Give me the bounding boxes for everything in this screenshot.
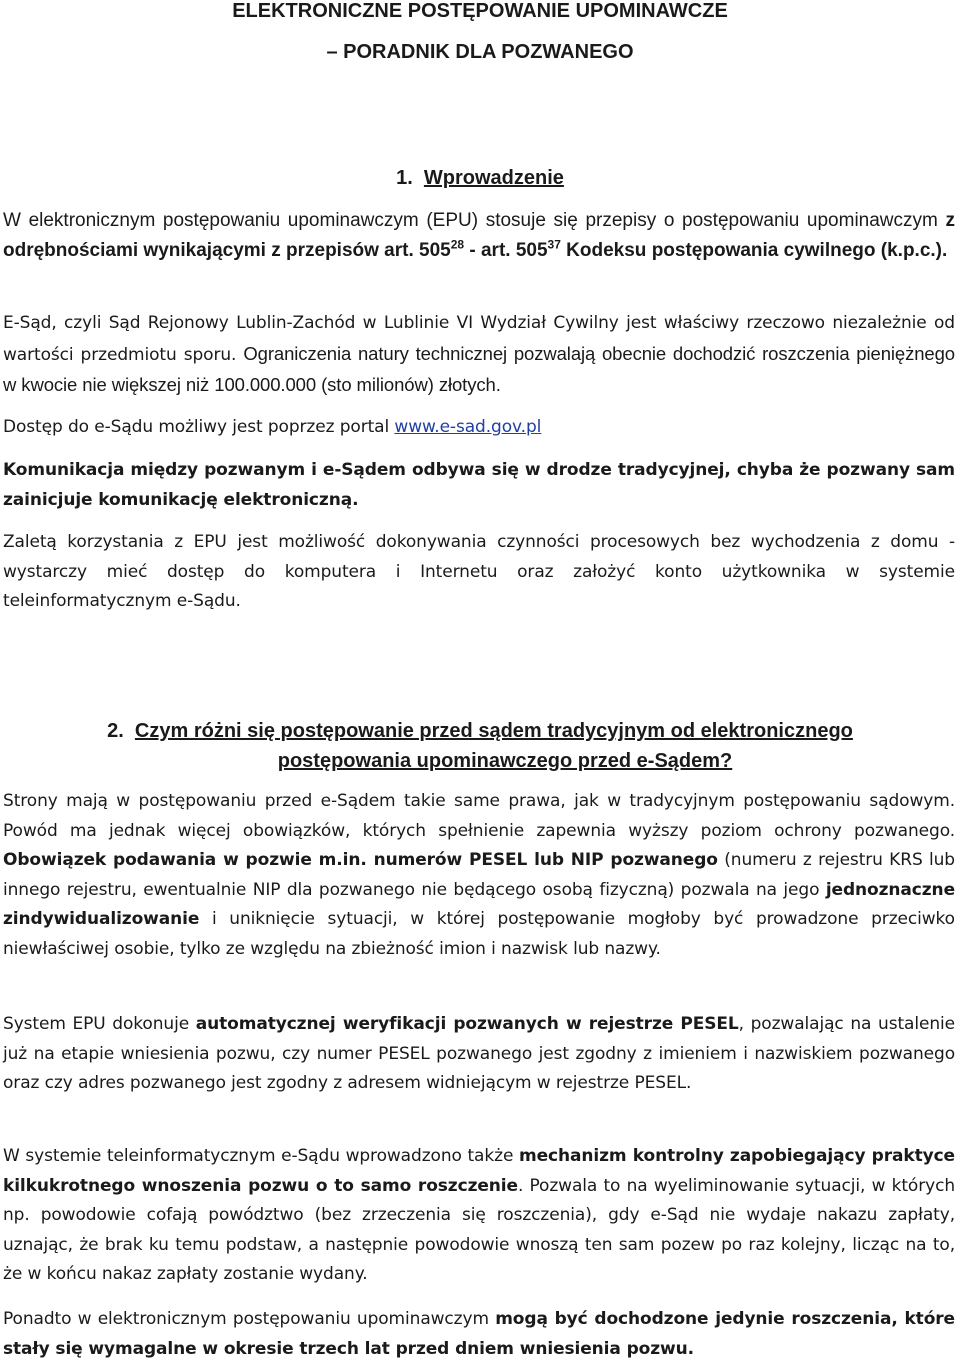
pesel-text-1: System EPU dokonuje bbox=[3, 1014, 196, 1034]
section-1-title: Wprowadzenie bbox=[423, 167, 564, 189]
pesel-text-2: , pozwalając na ustalenie już na etapie wniesienia pozwu, czy numer PESEL pozwanego jest zgodny z imieniem i nazwiskiem pozwanego oraz czy adres pozwanego jest zgodny z adresem widniejącym w rejestrze PESEL. bbox=[3, 1014, 955, 1093]
intro-paragraph bbox=[3, 206, 955, 266]
document-title: ELEKTRONICZNE POSTĘPOWANIE UPOMINAWCZE bbox=[232, 0, 728, 22]
section-2-heading bbox=[0, 716, 960, 776]
portal-paragraph bbox=[3, 413, 955, 443]
limitation-paragraph bbox=[3, 1305, 955, 1364]
section-2-title-line2: postępowania upominawczego przed e-Sądem? bbox=[277, 750, 733, 772]
portal-link[interactable]: www.e-sad.gov.pl bbox=[394, 417, 542, 437]
parties-text-1: Strony mają w postępowaniu przed e-Sądem takie same prawa, jak w tradycyjnym postępowaniu sądowym. Powód ma jednak więcej obowiązków, których spełnienie zapewnia wyższy poziom ochrony pozwanego. bbox=[3, 791, 955, 841]
intro-bold-1: z odrębnościami wynikającymi z przepisów art. 505 bbox=[3, 210, 955, 261]
pesel-bold: automatycznej weryfikacji pozwanych w rejestrze PESEL bbox=[195, 1014, 739, 1034]
parties-text-3: i uniknięcie sytuacji, w której postępowanie mogłoby być prowadzone przeciwko niewłaściwej osobie, tylko ze względu na zbieżność imion i nazwisk lub nazwy. bbox=[3, 909, 955, 959]
control-text-2: . Pozwala to na wyeliminowanie sytuacji, w których np. powodowie cofają powództwo (bez zrzeczenia się roszczenia), gdy e-Sąd nie wydaje nakazu zapłaty, uznając, że brak ku temu podstaw, a następnie powodowie wnoszą ten sam pozew po raz kolejny, licząc na to, że w końcu nakaz zapłaty zostanie wydany. bbox=[3, 1175, 956, 1284]
parties-text-2: (numeru z rejestru KRS lub innego rejestru, ewentualnie NIP dla pozwanego nie będącego osobą fizyczną) pozwala na jego bbox=[3, 850, 955, 900]
document-subtitle: – PORADNIK DLA POZWANEGO bbox=[326, 41, 634, 63]
section-2-number: 2. bbox=[107, 720, 124, 742]
portal-text: Dostęp do e-Sądu możliwy jest poprzez portal bbox=[3, 417, 395, 437]
control-bold: mechanizm kontrolny zapobiegający praktyce kilkukrotnego wnoszenia pozwu o to samo roszczenie bbox=[3, 1146, 955, 1196]
intro-bold-2: - art. 505 bbox=[464, 240, 548, 261]
esad-text-2: Ograniczenia natury technicznej pozwalają obecnie dochodzić roszczenia pieniężnego w kwocie nie większej niż 100.000.000 (sto milionów) złotych. bbox=[3, 342, 955, 395]
intro-sup-1: 28 bbox=[450, 237, 465, 252]
parties-bold-2: jednoznaczne zindywidualizowanie bbox=[3, 879, 955, 929]
section-1-number: 1. bbox=[396, 167, 413, 189]
intro-text: W elektronicznym postępowaniu upominawczym (EPU) stosuje się przepisy o postępowaniu upominawczym bbox=[3, 210, 946, 231]
control-paragraph bbox=[3, 1142, 955, 1290]
section-2-title-line1: Czym różni się postępowanie przed sądem tradycyjnym od elektronicznego bbox=[134, 720, 853, 742]
intro-bold-3: Kodeksu postępowania cywilnego (k.p.c.). bbox=[560, 240, 948, 261]
parties-bold-1: Obowiązek podawania w pozwie m.in. numerów PESEL lub NIP pozwanego bbox=[3, 850, 718, 870]
esad-paragraph bbox=[3, 309, 955, 402]
control-text-1: W systemie teleinformatycznym e-Sądu wprowadzono także bbox=[3, 1146, 519, 1166]
pesel-paragraph bbox=[3, 1010, 955, 1099]
advantages-paragraph: Zaletą korzystania z EPU jest możliwość dokonywania czynności procesowych bez wychodzenia z domu - wystarczy mieć dostęp do komputera i Internetu oraz założyć konto użytkownika w systemie teleinformatycznym e-Sądu. bbox=[3, 532, 955, 611]
esad-text-1: E-Sąd, czyli Sąd Rejonowy Lublin-Zachód w Lublinie VI Wydział Cywilny jest właściwy rzeczowo niezależnie od wartości przedmiotu sporu. bbox=[3, 313, 955, 365]
parties-paragraph bbox=[3, 787, 955, 964]
communication-paragraph: Komunikacja między pozwanym i e-Sądem odbywa się w drodze tradycyjnej, chyba że pozwany sam zainicjuje komunikację elektroniczną. bbox=[3, 460, 955, 510]
limitation-text: Ponadto w elektronicznym postępowaniu upominawczym bbox=[3, 1309, 496, 1329]
limitation-bold: mogą być dochodzone jedynie roszczenia, które stały się wymagalne w okresie trzech lat przed dniem wniesienia pozwu. bbox=[3, 1309, 955, 1359]
section-1-heading bbox=[0, 167, 960, 190]
intro-sup-2: 37 bbox=[547, 237, 561, 252]
